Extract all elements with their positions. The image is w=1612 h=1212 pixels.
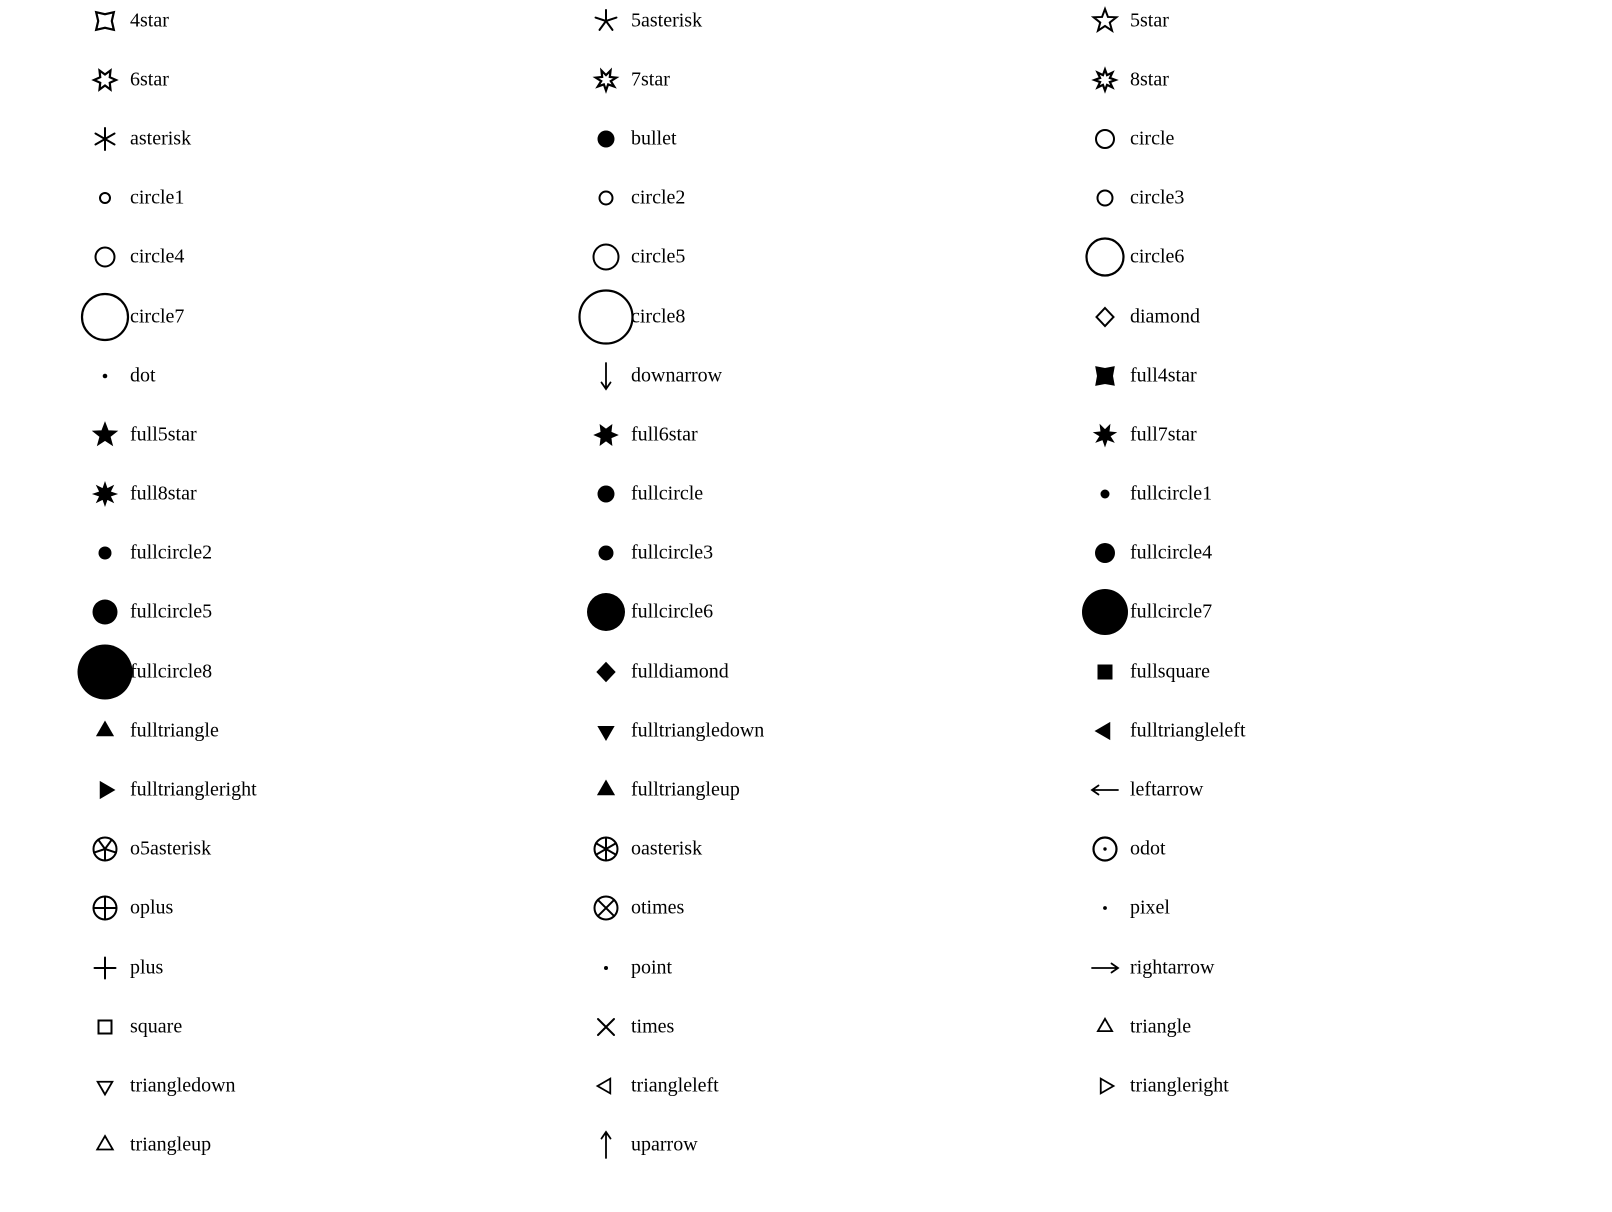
marker-item bbox=[0, 1116, 501, 1175]
leftarrow-icon bbox=[1073, 758, 1137, 822]
diamond-icon bbox=[1073, 285, 1137, 349]
marker-label: fullcircle3 bbox=[631, 541, 714, 564]
marker-item bbox=[501, 287, 1000, 346]
marker-item bbox=[501, 50, 1000, 109]
marker-label: circle7 bbox=[130, 305, 185, 328]
marker-label: oasterisk bbox=[631, 837, 703, 860]
fullcircle3-icon bbox=[574, 521, 638, 585]
marker-item bbox=[0, 109, 501, 168]
marker-label: fullcircle1 bbox=[1130, 482, 1213, 505]
marker-item bbox=[1000, 169, 1612, 228]
marker-label: point bbox=[631, 956, 673, 979]
marker-label: circle8 bbox=[631, 305, 686, 328]
circle1-icon bbox=[73, 166, 137, 230]
fullcircle-icon bbox=[574, 462, 638, 526]
circle2-icon bbox=[574, 166, 638, 230]
marker-label: circle2 bbox=[631, 186, 686, 209]
marker-item bbox=[0, 1056, 501, 1115]
marker-item bbox=[501, 879, 1000, 938]
marker-label: triangleright bbox=[1130, 1074, 1229, 1097]
marker-label: triangleleft bbox=[631, 1074, 719, 1097]
marker-label: full6star bbox=[631, 423, 698, 446]
fulltriangleleft-icon bbox=[1073, 699, 1137, 763]
full6star-icon bbox=[574, 403, 638, 467]
full4star-icon bbox=[1073, 344, 1137, 408]
marker-label: triangle bbox=[1130, 1015, 1192, 1038]
fullsquare-icon bbox=[1073, 640, 1137, 704]
marker-label: full7star bbox=[1130, 423, 1197, 446]
marker-label: pixel bbox=[1130, 896, 1170, 919]
marker-label: square bbox=[130, 1015, 183, 1038]
marker-item bbox=[1000, 997, 1612, 1056]
marker-item bbox=[501, 820, 1000, 879]
plus-icon bbox=[73, 936, 137, 1000]
marker-item bbox=[1000, 50, 1612, 109]
5asterisk-icon bbox=[574, 0, 638, 53]
fullcircle8-icon bbox=[73, 640, 137, 704]
marker-item bbox=[501, 169, 1000, 228]
triangle-icon bbox=[1073, 995, 1137, 1059]
marker-item bbox=[501, 642, 1000, 701]
marker-item bbox=[1000, 109, 1612, 168]
marker-label: circle3 bbox=[1130, 186, 1185, 209]
marker-label: oplus bbox=[130, 896, 174, 919]
fullcircle4-icon bbox=[1073, 521, 1137, 585]
marker-label: uparrow bbox=[631, 1133, 698, 1156]
marker-item bbox=[0, 50, 501, 109]
marker-label: 5star bbox=[1130, 9, 1169, 32]
marker-label: triangledown bbox=[130, 1074, 236, 1097]
marker-label: fulldiamond bbox=[631, 660, 729, 683]
marker-label: circle4 bbox=[130, 245, 185, 268]
bullet-icon bbox=[574, 107, 638, 171]
marker-item bbox=[501, 1056, 1000, 1115]
uparrow-icon bbox=[574, 1113, 638, 1177]
7star-icon bbox=[574, 48, 638, 112]
marker-label: full5star bbox=[130, 423, 197, 446]
marker-label: fulltriangle bbox=[130, 719, 219, 742]
marker-label: 4star bbox=[130, 9, 169, 32]
full5star-icon bbox=[73, 403, 137, 467]
fullcircle5-icon bbox=[73, 580, 137, 644]
circle4-icon bbox=[73, 225, 137, 289]
marker-label: fullcircle2 bbox=[130, 541, 213, 564]
marker-item bbox=[0, 583, 501, 642]
marker-item bbox=[501, 405, 1000, 464]
marker-item bbox=[501, 0, 1000, 50]
marker-item bbox=[1000, 287, 1612, 346]
marker-item bbox=[1000, 228, 1612, 287]
marker-item bbox=[501, 701, 1000, 760]
triangleup-icon bbox=[73, 1113, 137, 1177]
marker-label: circle1 bbox=[130, 186, 185, 209]
full8star-icon bbox=[73, 462, 137, 526]
marker-label: fulltriangleleft bbox=[1130, 719, 1246, 742]
circle7-icon bbox=[73, 285, 137, 349]
marker-item bbox=[0, 228, 501, 287]
fullcircle6-icon bbox=[574, 580, 638, 644]
circle-icon bbox=[1073, 107, 1137, 171]
o5asterisk-icon bbox=[73, 817, 137, 881]
fulltriangleright-icon bbox=[73, 758, 137, 822]
marker-label: leftarrow bbox=[1130, 778, 1204, 801]
marker-item bbox=[501, 997, 1000, 1056]
marker-label: dot bbox=[130, 364, 156, 387]
fulltriangle-icon bbox=[73, 699, 137, 763]
marker-label: fullcircle7 bbox=[1130, 600, 1213, 623]
marker-item bbox=[0, 938, 501, 997]
marker-label: circle5 bbox=[631, 245, 686, 268]
marker-item bbox=[501, 583, 1000, 642]
marker-label: fullcircle6 bbox=[631, 600, 714, 623]
marker-item bbox=[501, 524, 1000, 583]
marker-label: fullcircle8 bbox=[130, 660, 213, 683]
marker-label: otimes bbox=[631, 896, 685, 919]
fullcircle1-icon bbox=[1073, 462, 1137, 526]
downarrow-icon bbox=[574, 344, 638, 408]
marker-label: rightarrow bbox=[1130, 956, 1215, 979]
marker-label: full4star bbox=[1130, 364, 1197, 387]
marker-item bbox=[1000, 0, 1612, 50]
triangledown-icon bbox=[73, 1054, 137, 1118]
marker-item bbox=[501, 760, 1000, 819]
marker-item bbox=[1000, 405, 1612, 464]
marker-label: o5asterisk bbox=[130, 837, 212, 860]
fulltriangledown-icon bbox=[574, 699, 638, 763]
8star-icon bbox=[1073, 48, 1137, 112]
circle8-icon bbox=[574, 285, 638, 349]
4star-icon bbox=[73, 0, 137, 53]
circle5-icon bbox=[574, 225, 638, 289]
marker-label: triangleup bbox=[130, 1133, 212, 1156]
marker-label: full8star bbox=[130, 482, 197, 505]
marker-label: 5asterisk bbox=[631, 9, 703, 32]
marker-label: plus bbox=[130, 956, 164, 979]
5star-icon bbox=[1073, 0, 1137, 53]
marker-item bbox=[0, 287, 501, 346]
marker-item bbox=[0, 0, 501, 50]
square-icon bbox=[73, 995, 137, 1059]
triangleright-icon bbox=[1073, 1054, 1137, 1118]
marker-item bbox=[501, 938, 1000, 997]
marker-item bbox=[501, 228, 1000, 287]
marker-item bbox=[1000, 346, 1612, 405]
marker-item bbox=[501, 109, 1000, 168]
marker-label: asterisk bbox=[130, 127, 192, 150]
fulltriangleup-icon bbox=[574, 758, 638, 822]
marker-item bbox=[0, 820, 501, 879]
marker-item bbox=[501, 465, 1000, 524]
marker-label: odot bbox=[1130, 837, 1166, 860]
marker-item bbox=[501, 1116, 1000, 1175]
marker-item bbox=[0, 524, 501, 583]
marker-item bbox=[1000, 701, 1612, 760]
marker-item bbox=[1000, 760, 1612, 819]
otimes-icon bbox=[574, 876, 638, 940]
marker-label: 6star bbox=[130, 68, 169, 91]
asterisk-icon bbox=[73, 107, 137, 171]
marker-label: times bbox=[631, 1015, 675, 1038]
marker-label: fullsquare bbox=[1130, 660, 1210, 683]
marker-item bbox=[1000, 1056, 1612, 1115]
marker-label: circle bbox=[1130, 127, 1175, 150]
odot-icon bbox=[1073, 817, 1137, 881]
full7star-icon bbox=[1073, 403, 1137, 467]
marker-label: fullcircle5 bbox=[130, 600, 213, 623]
triangleleft-icon bbox=[574, 1054, 638, 1118]
circle3-icon bbox=[1073, 166, 1137, 230]
marker-item bbox=[1000, 583, 1612, 642]
fullcircle2-icon bbox=[73, 521, 137, 585]
marker-item bbox=[1000, 820, 1612, 879]
marker-item bbox=[0, 879, 501, 938]
marker-item bbox=[1000, 938, 1612, 997]
times-icon bbox=[574, 995, 638, 1059]
marker-label: fullcircle4 bbox=[1130, 541, 1213, 564]
fulldiamond-icon bbox=[574, 640, 638, 704]
marker-label: 8star bbox=[1130, 68, 1169, 91]
marker-item bbox=[0, 760, 501, 819]
pixel-icon bbox=[1073, 876, 1137, 940]
point-icon bbox=[574, 936, 638, 1000]
marker-label: circle6 bbox=[1130, 245, 1185, 268]
marker-label: bullet bbox=[631, 127, 677, 150]
marker-label: fullcircle bbox=[631, 482, 704, 505]
marker-item bbox=[1000, 465, 1612, 524]
circle6-icon bbox=[1073, 225, 1137, 289]
oplus-icon bbox=[73, 876, 137, 940]
marker-item bbox=[0, 997, 501, 1056]
6star-icon bbox=[73, 48, 137, 112]
marker-label: 7star bbox=[631, 68, 670, 91]
marker-label: fulltriangleup bbox=[631, 778, 740, 801]
marker-label: downarrow bbox=[631, 364, 723, 387]
oasterisk-icon bbox=[574, 817, 638, 881]
marker-label: diamond bbox=[1130, 305, 1200, 328]
marker-item bbox=[0, 701, 501, 760]
fullcircle7-icon bbox=[1073, 580, 1137, 644]
marker-item bbox=[501, 346, 1000, 405]
rightarrow-icon bbox=[1073, 936, 1137, 1000]
marker-item bbox=[0, 465, 501, 524]
marker-label: fulltriangleright bbox=[130, 778, 257, 801]
marker-item bbox=[1000, 879, 1612, 938]
marker-item bbox=[1000, 524, 1612, 583]
marker-item bbox=[0, 169, 501, 228]
marker-item bbox=[0, 346, 501, 405]
marker-item bbox=[0, 642, 501, 701]
marker-item bbox=[1000, 642, 1612, 701]
dot-icon bbox=[73, 344, 137, 408]
marker-item bbox=[0, 405, 501, 464]
marker-label: fulltriangledown bbox=[631, 719, 765, 742]
